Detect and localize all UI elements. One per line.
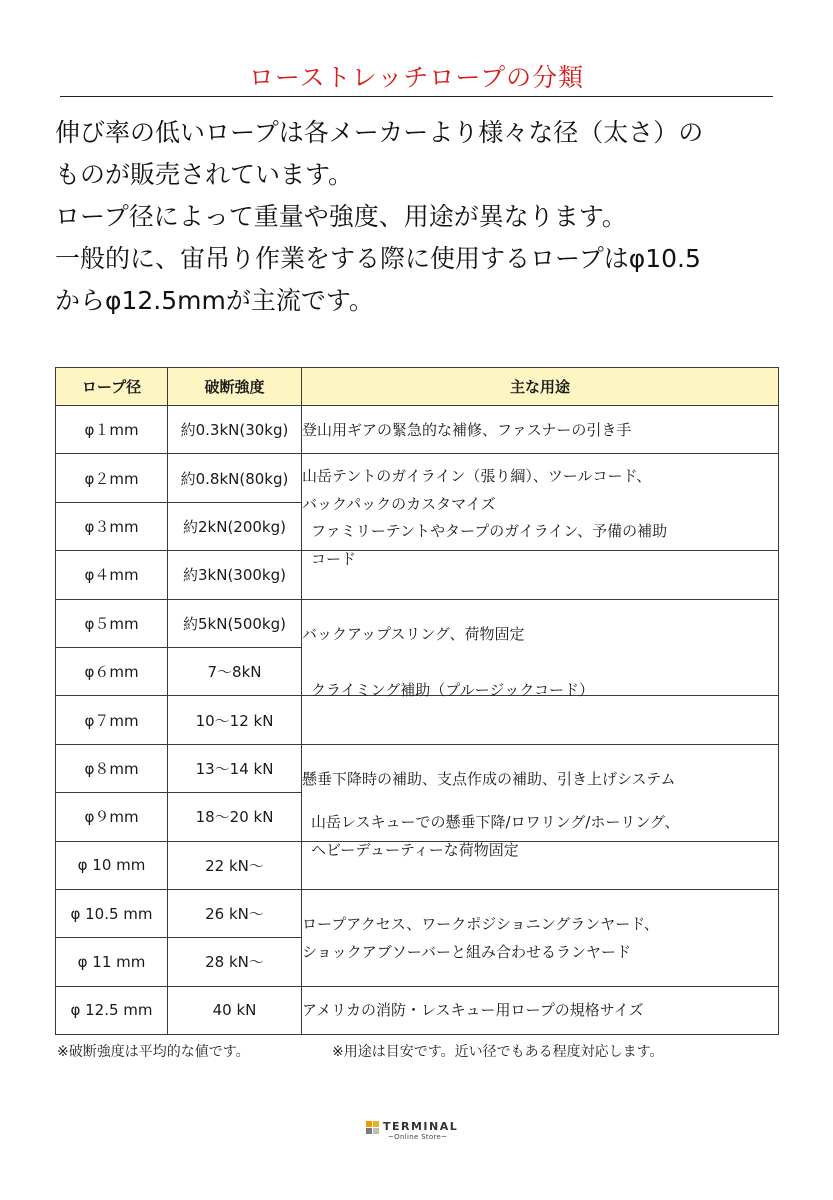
diameter-cell: φ１mm [56, 406, 168, 454]
table-header-row [56, 368, 779, 406]
use-line: 登山用ギアの緊急的な補修、ファスナーの引き手 [302, 420, 632, 439]
diameter-cell: φ 12.5 mm [56, 986, 168, 1034]
rope-spec-table [55, 367, 779, 1035]
use-cell [302, 812, 779, 889]
page-title: ローストレッチロープの分類 [248, 63, 585, 92]
use-line: バックパックのカスタマイズ [302, 495, 496, 514]
logo-mark-icon [366, 1121, 380, 1135]
strength-cell: 約0.3kN(30kg) [168, 406, 302, 454]
note-strength: ※破断強度は平均的な値です。 [57, 1044, 250, 1060]
strength-cell: 7～8kN [168, 647, 302, 695]
strength-cell: 約0.8kN(80kg) [168, 454, 302, 502]
use-line: ショックアブソーバーと組み合わせるランヤード [302, 942, 631, 961]
strength-cell: 約2kN(200kg) [168, 502, 302, 550]
intro-line: 一般的に、宙吊り作業をする際に使用するロープはφ10.5 [55, 244, 701, 273]
use-line: ヘビーデューティーな荷物固定 [311, 840, 519, 859]
table-row [56, 889, 779, 937]
strength-cell: 40 kN [168, 986, 302, 1034]
title-underline [60, 96, 773, 97]
intro-line: 伸び率の低いロープは各メーカーより様々な径（太さ）の [55, 118, 704, 147]
table-row [56, 599, 779, 647]
terminal-logo [366, 1120, 476, 1146]
intro-line: ロープ径によって重量や強度、用途が異なります。 [55, 202, 627, 231]
table-row [56, 406, 779, 454]
strength-cell: 22 kN～ [168, 841, 302, 889]
strength-cell: 13～14 kN [168, 744, 302, 792]
strength-cell: 28 kN～ [168, 938, 302, 986]
diameter-cell: φ 11 mm [56, 938, 168, 986]
use-cell [302, 986, 779, 1034]
header-strength: 破断強度 [168, 368, 302, 406]
use-line: アメリカの消防・レスキュー用ロープの規格サイズ [302, 1001, 644, 1020]
use-line: コード [311, 550, 357, 569]
table-row [56, 986, 779, 1034]
table-row [56, 454, 779, 502]
intro-text [55, 112, 795, 322]
use-line: 山岳レスキューでの懸垂下降/ロワリング/ホーリング、 [311, 812, 680, 831]
logo-square [373, 1121, 379, 1127]
logo-name: TERMINAL [383, 1120, 459, 1133]
use-line: 山岳テントのガイライン（張り綱）、ツールコード、 [302, 467, 652, 486]
use-line: バックアップスリング、荷物固定 [302, 624, 525, 643]
logo-square [366, 1121, 372, 1127]
use-line: 懸垂下降時の補助、支点作成の補助、引き上げシステム [302, 769, 676, 788]
diameter-cell: φ２mm [56, 454, 168, 502]
strength-cell: 約5kN(500kg) [168, 599, 302, 647]
diameter-cell: φ７mm [56, 696, 168, 744]
strength-cell: 10～12 kN [168, 696, 302, 744]
intro-line: からφ12.5mmが主流です。 [55, 286, 374, 315]
diameter-cell: φ５mm [56, 599, 168, 647]
table-row [56, 744, 779, 792]
diameter-cell: φ 10 mm [56, 841, 168, 889]
diameter-cell: φ６mm [56, 647, 168, 695]
table-row [56, 551, 779, 599]
use-line: クライミング補助（プルージックコード） [311, 681, 595, 700]
logo-subtitle: ~Online Store~ [388, 1133, 448, 1141]
header-diameter: ロープ径 [56, 368, 168, 406]
diameter-cell: φ９mm [56, 793, 168, 841]
use-cell [302, 522, 779, 599]
diameter-cell: φ３mm [56, 502, 168, 550]
table-row [56, 841, 779, 889]
use-line: ロープアクセス、ワークポジショニングランヤード、 [302, 914, 659, 933]
table-row [56, 696, 779, 744]
header-use: 主な用途 [302, 368, 779, 406]
strength-cell: 約3kN(300kg) [168, 551, 302, 599]
use-line: ファミリーテントやタープのガイライン、予備の補助 [311, 522, 668, 541]
diameter-cell: φ 10.5 mm [56, 889, 168, 937]
strength-cell: 26 kN～ [168, 889, 302, 937]
diameter-cell: φ８mm [56, 744, 168, 792]
note-use: ※用途は目安です。近い径でもある程度対応します。 [332, 1044, 664, 1060]
intro-line: ものが販売されています。 [55, 160, 354, 189]
strength-cell: 18～20 kN [168, 793, 302, 841]
logo-square [373, 1128, 379, 1134]
use-cell [302, 681, 779, 744]
diameter-cell: φ４mm [56, 551, 168, 599]
use-cell [302, 889, 779, 986]
logo-square [366, 1128, 372, 1134]
use-cell [302, 406, 779, 454]
